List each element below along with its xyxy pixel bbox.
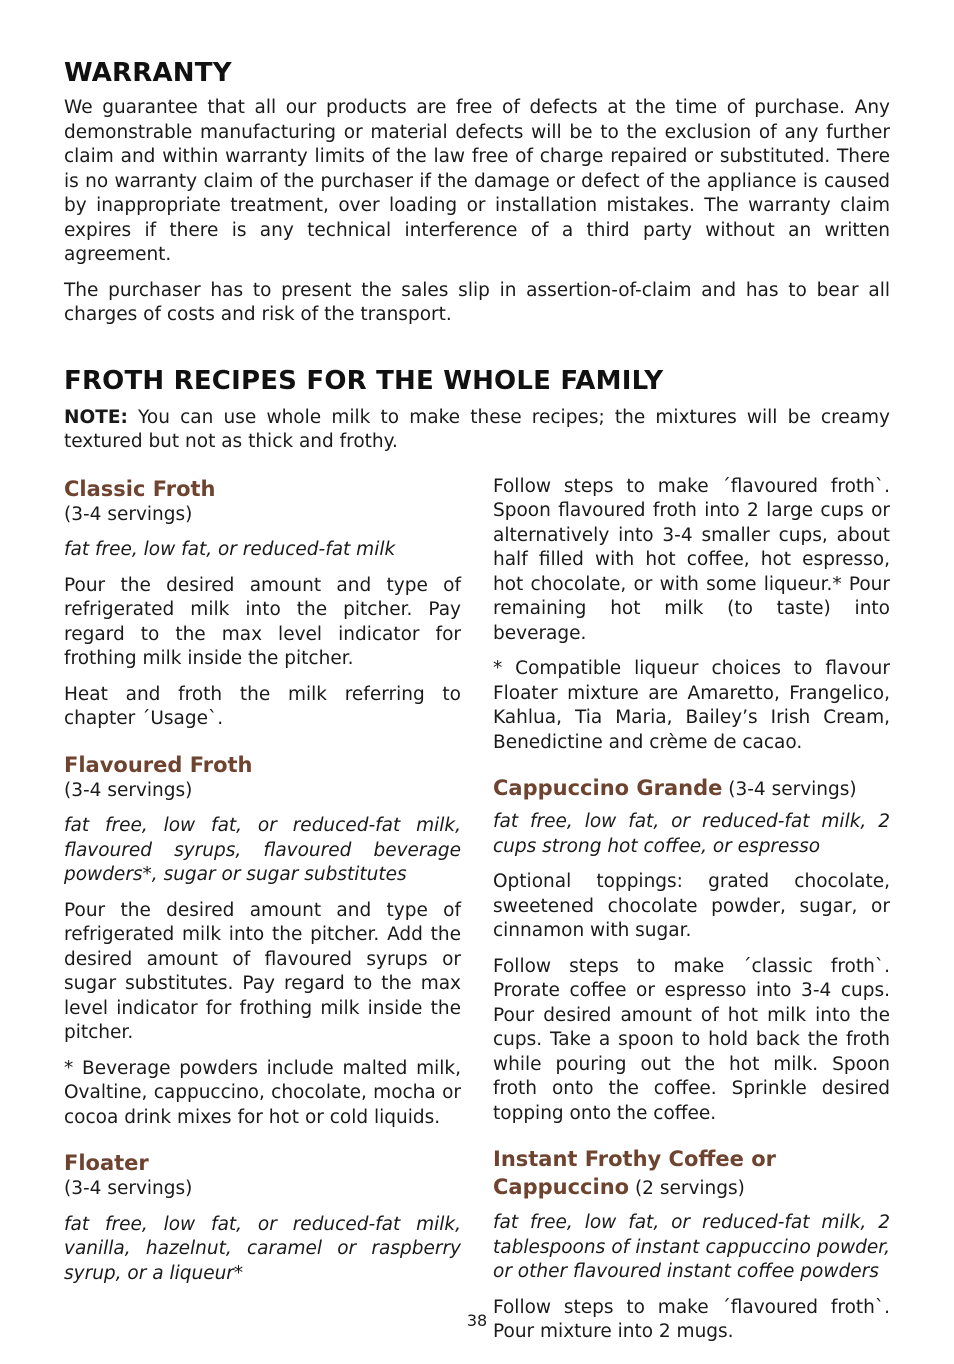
recipe-step: Heat and froth the milk referring to chapter ´Usage`. xyxy=(64,683,461,729)
left-column xyxy=(64,475,461,1364)
recipe-title-text: Cappuccino Grande xyxy=(493,776,723,800)
warranty-paragraph-1: We guarantee that all our products are free of defects at the time of purchase. Any demonstrable manufacturing or material defects will be to the exclusion of any further claim and within warranty limits of the law free of charge repaired or substituted. There is no warranty claim of the purchaser if the damage or defect of the appliance is caused by inappropriate treatment, over loading or installation mistakes. The warranty claim expires if there is any technical interference of a third party without an written agreement. xyxy=(64,97,890,265)
recipe-servings: (2 servings) xyxy=(629,1178,745,1199)
recipe-floater xyxy=(64,1149,461,1286)
right-column xyxy=(493,475,890,1364)
recipe-step: Follow steps to make ´flavoured froth`. Pour mixture into 2 mugs. xyxy=(493,1296,890,1342)
recipe-footnote: * Beverage powders include malted milk, Ovaltine, cappuccino, chocolate, mocha or cocoa drink mixes for hot or cold liquids. xyxy=(64,1057,461,1128)
recipe-ingredients: fat free, low fat, or reduced-fat milk xyxy=(64,539,396,560)
recipe-cappuccino-grande xyxy=(493,774,890,1126)
page-number: 38 xyxy=(466,1311,488,1330)
warranty-section xyxy=(64,58,890,328)
recipe-title: Floater xyxy=(64,1151,149,1175)
recipe-title-line-1: Instant Frothy Coffee or xyxy=(493,1147,776,1171)
recipe-flavoured-froth xyxy=(64,751,461,1131)
recipe-toppings: Optional toppings: grated chocolate, sweetened chocolate powder, sugar, or cinnamon with sugar. xyxy=(493,871,890,941)
froth-note xyxy=(64,406,890,455)
recipe-columns xyxy=(64,475,890,1364)
page-content xyxy=(64,58,890,1364)
recipe-classic-froth xyxy=(64,475,461,732)
warranty-paragraph-2: The purchaser has to present the sales slip in assertion-of-claim and has to bear all charges of costs and risk of the transport. xyxy=(64,279,890,325)
recipe-title-text: Cappuccino xyxy=(493,1175,630,1199)
recipe-servings: (3-4 servings) xyxy=(722,779,857,800)
recipe-step: Follow steps to make ´classic froth`. Prorate coffee or espresso into 3-4 cups. Pour desired amount of hot milk into the cups. Take a spoon to hold back the froth while pouring out the hot milk. Spoon froth onto the coffee. Sprinkle desired topping onto the coffee. xyxy=(493,955,890,1124)
recipe-step: Pour the desired amount and type of refrigerated milk into the pitcher. Pay regard to the max level indicator for frothing milk inside the pitcher. xyxy=(64,574,461,669)
recipe-servings: (3-4 servings) xyxy=(64,503,193,525)
recipe-step: Follow steps to make ´flavoured froth`. Spoon flavoured froth into 2 large cups or alternatively into 3-4 smaller cups, about half filled with hot coffee, hot espresso, hot chocolate, or with some liqueur.* Pour remaining hot milk (to taste) into beverage. xyxy=(493,475,890,644)
recipe-ingredients: fat free, low fat, or reduced-fat milk, vanilla, hazelnut, caramel or raspberry syrup, or a liqueur* xyxy=(64,1213,461,1284)
note-label: NOTE: xyxy=(64,406,128,428)
recipe-ingredients: fat free, low fat, or reduced-fat milk, 2 cups strong hot coffee, or espresso xyxy=(493,811,890,857)
recipe-title-line-2 xyxy=(493,1173,890,1203)
recipe-floater-continued xyxy=(493,475,890,756)
recipe-title: Flavoured Froth xyxy=(64,752,253,777)
recipe-ingredients: fat free, low fat, or reduced-fat milk, flavoured syrups, flavoured beverage powders*, sugar or sugar substitutes xyxy=(64,815,461,885)
recipe-ingredients: fat free, low fat, or reduced-fat milk, 2 tablespoons of instant cappuccino powder, or other flavoured instant coffee powders xyxy=(493,1212,890,1282)
warranty-title: WARRANTY xyxy=(64,58,232,88)
note-text: You can use whole milk to make these recipes; the mixtures will be creamy textured but not as thick and frothy. xyxy=(64,406,890,452)
recipe-title: Classic Froth xyxy=(64,476,216,501)
recipe-footnote: * Compatible liqueur choices to flavour Floater mixture are Amaretto, Frangelico, Kahlua, Tia Maria, Bailey’s Irish Cream, Benedictine and crème de cacao. xyxy=(493,658,890,753)
recipe-step: Pour the desired amount and type of refrigerated milk into the pitcher. Add the desired amount of flavoured syrups or sugar substitutes. Pay regard to the max level indicator for frothing milk inside the pitcher. xyxy=(64,899,461,1043)
recipe-servings: (3-4 servings) xyxy=(64,1178,193,1199)
recipe-title xyxy=(493,774,890,804)
froth-recipes-title: FROTH RECIPES FOR THE WHOLE FAMILY xyxy=(64,365,664,396)
recipe-servings: (3-4 servings) xyxy=(64,779,193,801)
